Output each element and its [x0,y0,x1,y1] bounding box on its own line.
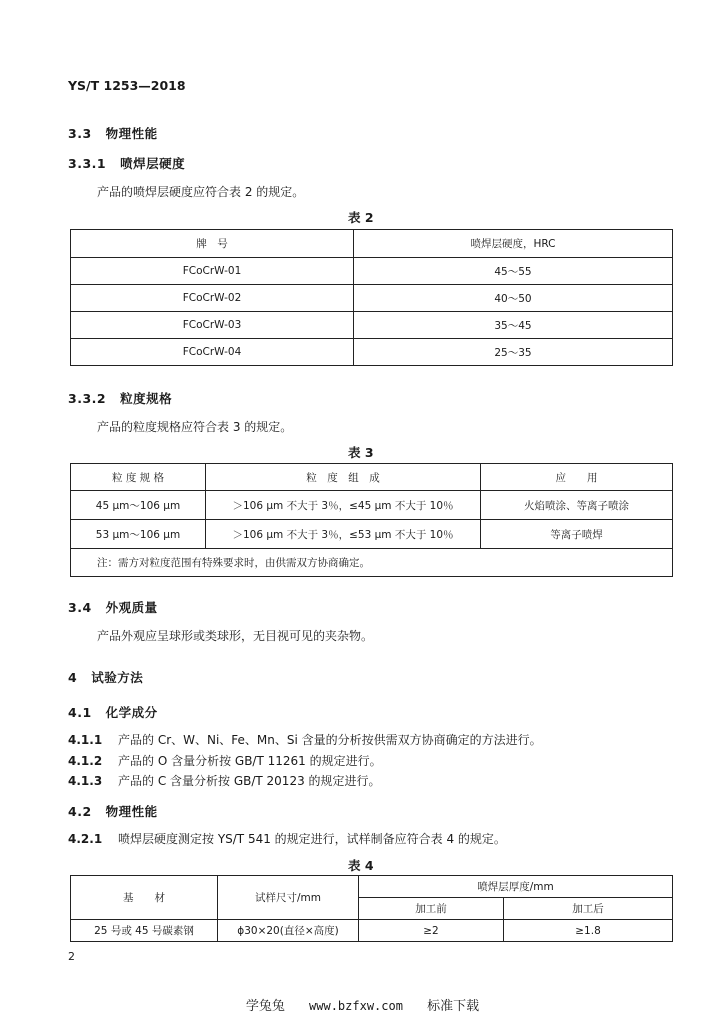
table-cell: ≥1.8 [504,920,673,942]
clause-number: 4.1.2 [68,754,103,768]
table-cell: FCoCrW-04 [71,339,354,366]
column-header: 喷焊层硬度，HRC [354,230,673,258]
table-cell: FCoCrW-01 [71,258,354,285]
table-row [71,312,673,339]
column-header: 粒 度 规 格 [71,464,206,491]
table-cell: ≥2 [359,920,504,942]
table-cell: 53 μm～106 μm [71,520,206,549]
section-number: 4.1 [68,705,92,720]
section-4-1-3 [68,772,381,789]
table-cell: FCoCrW-02 [71,285,354,312]
table-row [71,491,673,520]
table-cell: 等离子喷焊 [481,520,673,549]
table-header-row [71,464,673,491]
column-header: 喷焊层厚度/mm [359,876,673,898]
section-number: 4.2 [68,804,92,819]
table-cell: 25 号或 45 号碳素钢 [71,920,218,942]
table-cell: 25～35 [354,339,673,366]
section-4-2-1 [68,830,506,847]
column-header: 粒 度 组 成 [206,464,481,491]
clause-text: 喷焊层硬度测定按 YS/T 541 的规定进行，试样制备应符合表 4 的规定。 [118,832,506,846]
table-4 [70,875,673,942]
table-row [71,258,673,285]
footer-tagline: 标准下载 [427,999,480,1014]
clause-number: 4.2.1 [68,832,103,846]
table-row [71,339,673,366]
table-3 [70,463,673,577]
section-3-3-heading [68,124,158,142]
table-2 [70,229,673,366]
section-title: 物理性能 [105,126,158,141]
table-cell: ＞106 μm 不大于 3％，≤45 μm 不大于 10％ [206,491,481,520]
table-cell: FCoCrW-03 [71,312,354,339]
section-number: 4 [68,670,78,685]
column-header: 基 材 [71,876,218,920]
section-title: 物理性能 [105,804,158,819]
section-3-4-text: 产品外观应呈球形或类球形，无目视可见的夹杂物。 [97,629,374,643]
footer-url[interactable]: www.bzfxw.com [309,999,403,1013]
table-cell: ϕ30×20(直径×高度) [218,920,359,942]
section-3-3-2-text: 产品的粒度规格应符合表 3 的规定。 [97,420,293,434]
page-number: 2 [68,950,75,963]
table-cell: ＞106 μm 不大于 3％，≤53 μm 不大于 10％ [206,520,481,549]
table-cell: 火焰喷涂、等离子喷涂 [481,491,673,520]
section-title: 外观质量 [105,600,158,615]
section-3-3-1-text: 产品的喷焊层硬度应符合表 2 的规定。 [97,185,305,199]
table-header-row [71,230,673,258]
table-cell: 40～50 [354,285,673,312]
column-header: 应 用 [481,464,673,491]
section-4-heading [68,668,143,686]
table4-caption: 表 4 [348,858,374,873]
column-header: 试样尺寸/mm [218,876,359,920]
section-3-4-heading [68,598,158,616]
section-title: 试验方法 [91,670,144,685]
section-3-3-2-heading [68,389,172,407]
table-row [71,285,673,312]
table-row [71,520,673,549]
section-title: 喷焊层硬度 [120,156,186,171]
clause-text: 产品的 O 含量分析按 GB/T 11261 的规定进行。 [118,754,382,768]
footer-site-name: 学兔兔 [245,999,285,1014]
column-header: 加工后 [504,898,673,920]
section-4-2-heading [68,802,158,820]
table-cell: 35～45 [354,312,673,339]
footer [0,995,725,1014]
standard-code: YS/T 1253—2018 [68,78,186,93]
section-number: 3.4 [68,600,92,615]
section-number: 3.3.2 [68,391,107,406]
clause-number: 4.1.1 [68,733,103,747]
column-header: 牌 号 [71,230,354,258]
section-number: 3.3.1 [68,156,107,171]
section-3-3-1-heading [68,154,185,172]
clause-text: 产品的 Cr、W、Ni、Fe、Mn、Si 含量的分析按供需双方协商确定的方法进行。 [118,733,542,747]
section-title: 化学成分 [105,705,158,720]
clause-text: 产品的 C 含量分析按 GB/T 20123 的规定进行。 [118,774,381,788]
table-header-row [71,876,673,898]
section-number: 3.3 [68,126,92,141]
clause-number: 4.1.3 [68,774,103,788]
section-4-1-2 [68,752,382,769]
section-4-1-heading [68,703,158,721]
section-4-1-1 [68,731,542,748]
section-title: 粒度规格 [120,391,173,406]
table-row [71,920,673,942]
column-header: 加工前 [359,898,504,920]
table-note-row [71,549,673,577]
table-cell: 45 μm～106 μm [71,491,206,520]
table2-caption: 表 2 [348,210,374,225]
table3-caption: 表 3 [348,445,374,460]
table-cell: 45～55 [354,258,673,285]
table-note: 注：需方对粒度范围有特殊要求时，由供需双方协商确定。 [71,549,673,577]
